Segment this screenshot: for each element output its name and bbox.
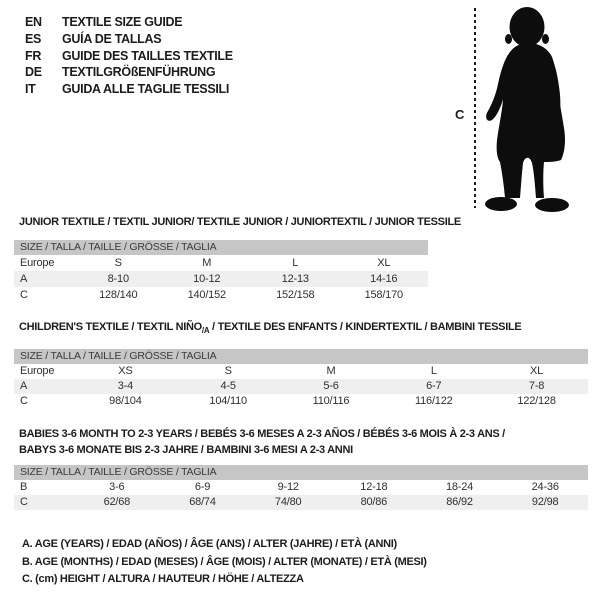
language-row <box>25 31 233 48</box>
table-row <box>14 255 428 271</box>
table-title-line <box>19 442 588 458</box>
language-title-list <box>25 14 233 98</box>
toddler-silhouette <box>480 0 600 215</box>
legend-line: B. AGE (MONTHS) / EDAD (MESES) / ÂGE (MOIS) / ALTER (MONATE) / ETÀ (MESI) <box>22 555 427 568</box>
table-title-line <box>19 215 461 230</box>
size-header-bar: SIZE / TALLA / TAILLE / GRÖSSE / TAGLIA <box>14 465 588 480</box>
silhouette-ear-left <box>505 34 512 44</box>
language-code: IT <box>25 82 36 97</box>
size-cell: 3-6 <box>109 481 125 493</box>
language-title: GUIDA ALLE TAGLIE TESSILI <box>62 82 230 97</box>
size-cell: 92/98 <box>531 496 559 508</box>
size-cell: 152/158 <box>276 289 315 301</box>
table-title <box>14 320 588 338</box>
table-row <box>14 364 588 379</box>
language-row <box>25 81 233 98</box>
size-cell: 5-6 <box>323 380 339 392</box>
language-row <box>25 14 233 31</box>
size-cell: 62/68 <box>103 496 131 508</box>
language-title: TEXTILE SIZE GUIDE <box>62 15 183 29</box>
size-cell: 98/104 <box>109 395 142 407</box>
table-row <box>14 480 588 495</box>
size-cell: 74/80 <box>274 496 302 508</box>
language-title: GUÍA DE TALLAS <box>62 31 162 46</box>
size-cell: 4-5 <box>220 380 236 392</box>
table-row <box>14 271 428 287</box>
language-row <box>25 64 233 81</box>
table-title-segment: BABIES 3-6 MONTH TO 2-3 YEARS / BEBÉS 3-6 MESES A 2-3 AÑOS / BÉBÉS 3-6 MOIS À 2-3 ANS / <box>19 428 505 440</box>
size-cell: 80/86 <box>360 496 388 508</box>
row-label: B <box>20 481 28 493</box>
junior-size-table <box>14 215 461 303</box>
size-cell: 104/110 <box>209 395 247 407</box>
language-title: GUIDE DES TAILLES TEXTILE <box>62 48 233 63</box>
size-cell: 3-4 <box>117 380 134 392</box>
table-title-line <box>19 320 588 338</box>
size-cell: 10-12 <box>193 273 221 285</box>
size-cell: 12-13 <box>281 273 309 285</box>
size-cell: XL <box>377 257 391 269</box>
language-title: TEXTILGRÖßENFÜHRUNG <box>62 65 216 80</box>
size-cell: XS <box>118 365 133 377</box>
size-cell: M <box>202 257 212 269</box>
size-cell: 7-8 <box>528 380 545 392</box>
row-label: Europe <box>20 365 55 377</box>
size-cell: 6-9 <box>194 481 211 493</box>
table-title-segment: CHILDREN'S TEXTILE / TEXTIL NIÑO <box>19 321 202 333</box>
table-row <box>14 394 588 409</box>
table-row <box>14 379 588 394</box>
size-header-bar: SIZE / TALLA / TAILLE / GRÖSSE / TAGLIA <box>14 349 588 364</box>
size-cell: 18-24 <box>445 481 474 493</box>
size-cell: 122/128 <box>517 395 556 407</box>
language-code: EN <box>25 15 42 29</box>
size-cell: XL <box>530 365 544 377</box>
size-cell: 116/122 <box>415 395 453 407</box>
size-cell: L <box>430 365 437 377</box>
table-title-segment: JUNIOR TEXTILE / TEXTIL JUNIOR/ TEXTILE JUNIOR / JUNIORTEXTIL / JUNIOR TESSILE <box>19 216 461 228</box>
size-cell: 12-18 <box>360 481 388 493</box>
language-code: ES <box>25 31 42 46</box>
height-label: C <box>455 107 465 122</box>
measure-legend <box>22 536 427 589</box>
row-label: Europe <box>20 257 55 269</box>
height-measure-line <box>474 8 476 208</box>
table-row <box>14 287 428 303</box>
size-cell: S <box>224 365 232 377</box>
size-cell: 8-10 <box>107 273 129 285</box>
size-cell: 110/116 <box>312 395 350 407</box>
table-title <box>14 215 461 230</box>
language-code: FR <box>25 48 42 63</box>
babies-size-table <box>14 426 588 510</box>
row-label: C <box>20 395 28 407</box>
size-cell: 128/140 <box>99 289 138 301</box>
table-title-segment: / TEXTILE DES ENFANTS / KINDERTEXTIL / BAMBINI TESSILE <box>209 321 522 333</box>
table-row <box>14 495 588 510</box>
row-label: C <box>20 289 28 301</box>
size-cell: S <box>114 257 122 269</box>
language-code: DE <box>25 65 42 80</box>
size-cell: 6-7 <box>426 380 442 392</box>
children-size-table <box>14 320 588 409</box>
size-cell: 86/92 <box>446 496 473 508</box>
language-row <box>25 48 233 65</box>
silhouette-foot-right <box>535 198 569 212</box>
size-cell: 24-36 <box>531 481 559 493</box>
table-title-segment: BABYS 3-6 MONATE BIS 2-3 JAHRE / BAMBINI 3-6 MESI A 2-3 ANNI <box>19 444 353 456</box>
size-cell: L <box>292 257 299 269</box>
size-cell: 9-12 <box>277 481 299 493</box>
size-cell: M <box>326 365 336 377</box>
size-header-bar: SIZE / TALLA / TAILLE / GRÖSSE / TAGLIA <box>14 240 428 255</box>
silhouette-head <box>510 7 545 47</box>
size-cell: 158/170 <box>364 289 403 301</box>
row-label: A <box>20 273 28 285</box>
row-label: A <box>20 380 28 392</box>
legend-line: C. (cm) HEIGHT / ALTURA / HAUTEUR / HÖHE / ALTEZZA <box>22 573 304 585</box>
size-cell: 68/74 <box>189 496 216 508</box>
row-label: C <box>20 496 28 508</box>
silhouette-foot-left <box>485 197 517 211</box>
silhouette-ear-right <box>542 34 549 44</box>
table-title <box>14 426 588 458</box>
table-title-segment: /A <box>201 326 210 335</box>
size-cell: 14-16 <box>370 273 398 285</box>
legend-line: A. AGE (YEARS) / EDAD (AÑOS) / ÂGE (ANS) / ALTER (JAHRE) / ETÀ (ANNI) <box>22 538 397 550</box>
table-title-line <box>19 426 588 442</box>
size-cell: 140/152 <box>187 289 226 301</box>
